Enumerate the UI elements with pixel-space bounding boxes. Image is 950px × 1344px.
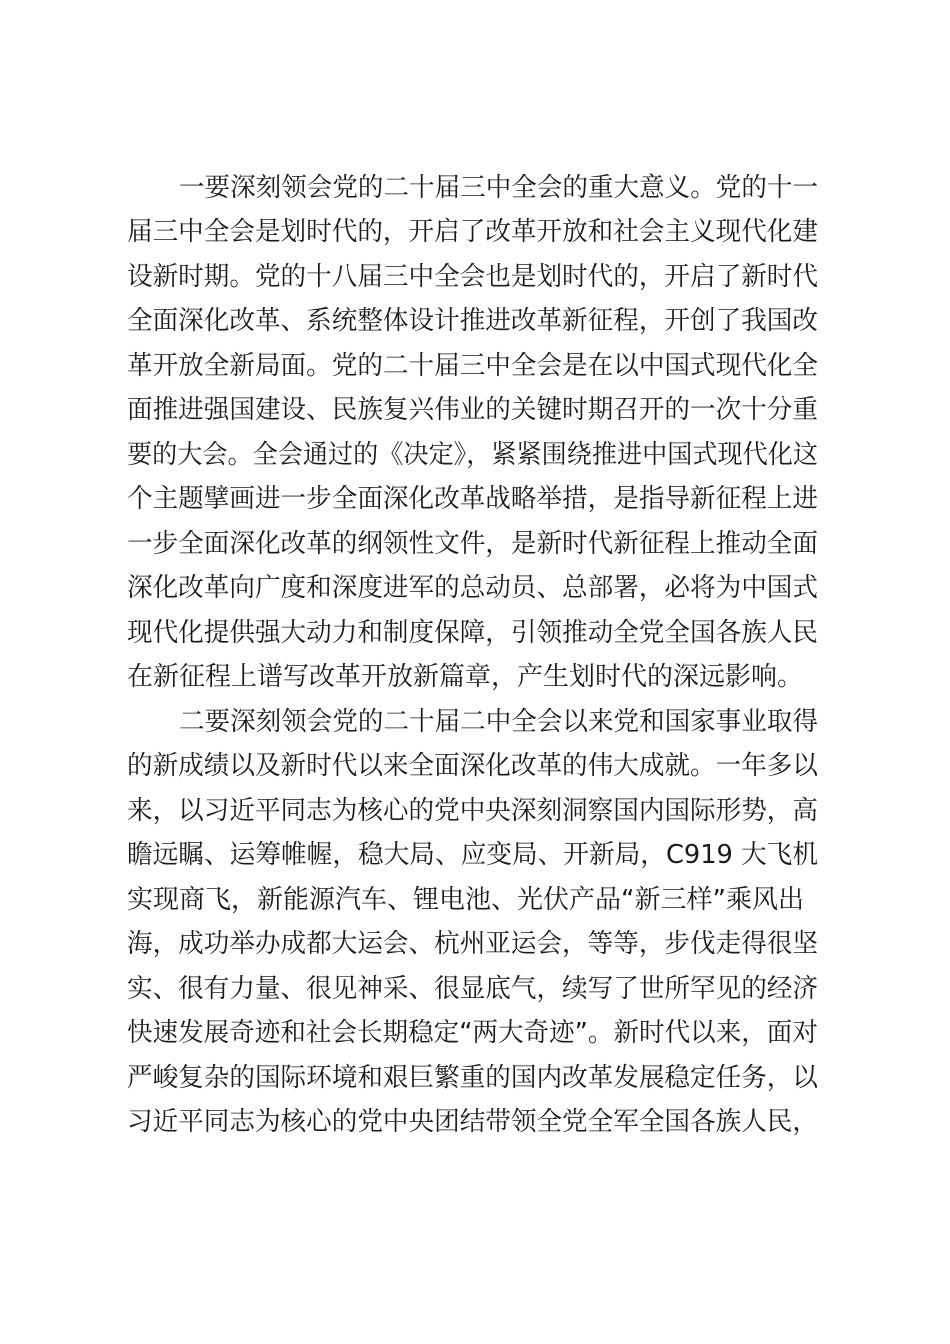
text-line: 现代化提供强大动力和制度保障，引领推动全党全国各族人民 (127, 618, 818, 648)
text-line: 全面深化改革、系统整体设计推进改革新征程，开创了我国改 (127, 306, 818, 336)
text-line: 习近平同志为核心的党中央团结带领全党全军全国各族人民， (127, 1107, 818, 1137)
text-line: 面推进强国建设、民族复兴伟业的关键时期召开的一次十分重 (127, 395, 818, 425)
text-line: 深化改革向广度和深度进军的总动员、总部署，必将为中国式 (127, 573, 818, 603)
text-line: 设新时期。党的十八届三中全会也是划时代的，开启了新时代 (127, 262, 818, 292)
text-line: 的新成绩以及新时代以来全面深化改革的伟大成就。一年多以 (127, 751, 818, 781)
text-line: 届三中全会是划时代的，开启了改革开放和社会主义现代化建 (127, 217, 818, 247)
text-line: 实现商飞，新能源汽车、锂电池、光伏产品“新三样”乘风出 (127, 885, 804, 915)
text-line: 在新征程上谱写改革开放新篇章，产生划时代的深远影响。 (127, 662, 804, 692)
text-line: 来，以习近平同志为核心的党中央深刻洞察国内国际形势，高 (127, 796, 818, 826)
text-line: 严峻复杂的国际环境和艰巨繁重的国内改革发展稳定任务，以 (127, 1063, 818, 1093)
text-line: 二要深刻领会党的二十届二中全会以来党和国家事业取得 (179, 707, 819, 737)
text-line: 一步全面深化改革的纲领性文件，是新时代新征程上推动全面 (127, 529, 818, 559)
text-line: 海，成功举办成都大运会、杭州亚运会，等等，步伐走得很坚 (127, 929, 818, 959)
text-line: 要的大会。全会通过的《决定》，紧紧围绕推进中国式现代化这 (127, 440, 818, 470)
text-line: 实、很有力量、很见神采、很显底气，续写了世所罕见的经济 (127, 974, 818, 1004)
text-line: 瞻远瞩、运筹帷幄，稳大局、应变局、开新局，C919 大飞机 (127, 840, 819, 870)
text-line: 革开放全新局面。党的二十届三中全会是在以中国式现代化全 (127, 351, 818, 381)
text-line: 快速发展奇迹和社会长期稳定“两大奇迹”。新时代以来，面对 (127, 1018, 818, 1048)
text-line: 个主题擘画进一步全面深化改革战略举措，是指导新征程上进 (127, 484, 818, 514)
text-line: 一要深刻领会党的二十届三中全会的重大意义。党的十一 (179, 173, 819, 203)
